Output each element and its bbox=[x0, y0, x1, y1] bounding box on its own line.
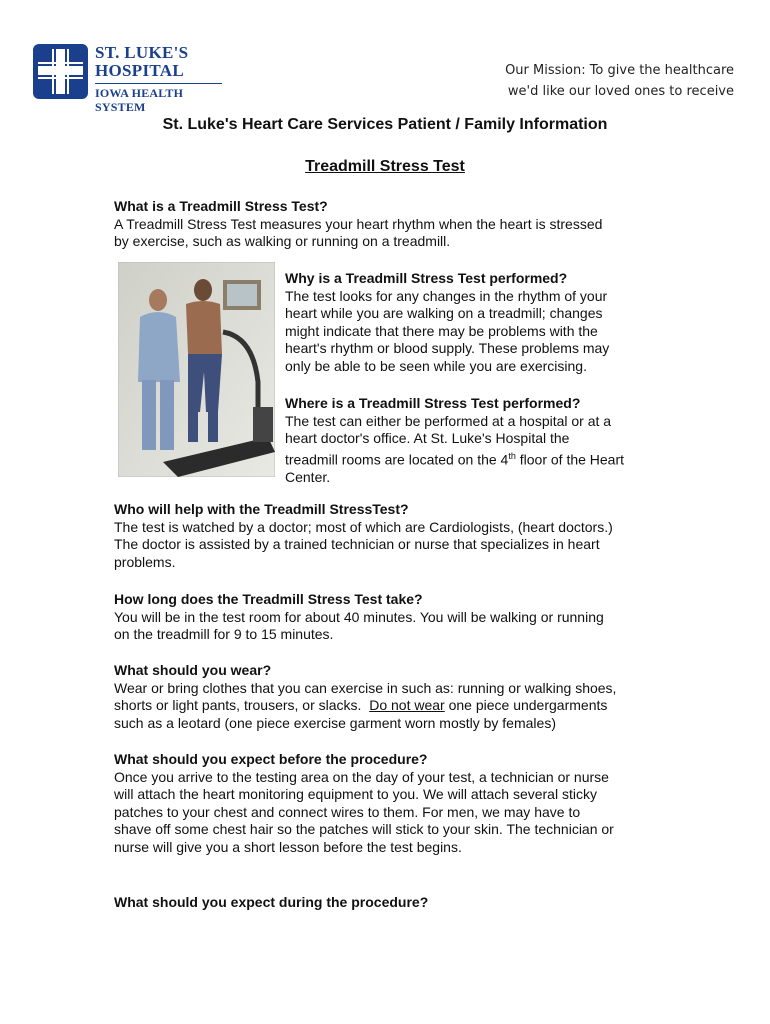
logo-line-1: ST. LUKE'S bbox=[95, 43, 189, 62]
section-line: You will be in the test room for about 40 minutes. You will be walking or running bbox=[114, 608, 604, 625]
section-line: shave off some chest hair so the patches will stick to your skin. The technician or bbox=[114, 821, 614, 837]
section-line: The doctor is assisted by a trained technician or nurse that specializes in heart bbox=[114, 536, 600, 552]
section-line: by exercise, such as walking or running on a treadmill. bbox=[114, 233, 451, 249]
superscript: th bbox=[508, 450, 516, 461]
hospital-logo bbox=[33, 43, 223, 114]
text-segment: treadmill rooms are located on the 4 bbox=[285, 451, 509, 468]
section-line: The test can either be performed at a hospital or at a bbox=[285, 412, 612, 429]
section-line: heart's rhythm or blood supply. These problems may bbox=[285, 340, 610, 356]
section-why bbox=[285, 270, 665, 375]
section-line: Wear or bring clothes that you can exercise in such as: running or walking shoes, bbox=[114, 679, 617, 696]
section-line: heart while you are walking on a treadmill; changes bbox=[285, 305, 603, 321]
section-line: nurse will give you a short lesson before the test begins. bbox=[114, 838, 462, 855]
section-line: such as a leotard (one piece exercise garment worn mostly by females) bbox=[114, 714, 556, 731]
text-segment: floor of the Heart bbox=[515, 451, 625, 468]
section-line: A Treadmill Stress Test measures your heart rhythm when the heart is stressed bbox=[114, 215, 603, 232]
section-line: heart doctor's office. At St. Luke's Hospital the bbox=[285, 430, 570, 446]
logo-wordmark bbox=[95, 44, 225, 114]
section-line: patches to your chest and connect wires to them. For men, we may have to bbox=[114, 803, 581, 820]
cross-logo-icon bbox=[33, 44, 88, 99]
document-subtitle: Treadmill Stress Test bbox=[305, 158, 465, 175]
section-heading: What should you expect before the procedure? bbox=[114, 751, 428, 767]
section-what bbox=[114, 198, 664, 251]
section-line: problems. bbox=[114, 553, 176, 570]
section-heading: What should you wear? bbox=[114, 662, 272, 678]
section-line: only be able to be seen while you are exercising. bbox=[285, 357, 587, 374]
section-during bbox=[114, 894, 664, 912]
section-line: The test looks for any changes in the rhythm of your bbox=[285, 287, 608, 304]
section-line bbox=[285, 448, 665, 469]
mission-line-2: we'd like our loved ones to receive bbox=[507, 84, 734, 99]
text-segment: shorts or light pants, trousers, or slacks. bbox=[114, 697, 370, 713]
underlined-warning: Do not wear bbox=[369, 697, 445, 713]
mission-statement bbox=[505, 60, 734, 102]
section-line: might indicate that there may be problems with the bbox=[285, 322, 598, 339]
section-heading: Who will help with the Treadmill StressTest? bbox=[114, 501, 409, 517]
section-who bbox=[114, 501, 664, 571]
section-line: Center. bbox=[285, 468, 331, 485]
section-heading: What should you expect during the procedure? bbox=[114, 894, 429, 910]
mission-line-1: Our Mission: To give the healthcare bbox=[505, 63, 734, 78]
section-wear bbox=[114, 662, 664, 732]
section-heading: What is a Treadmill Stress Test? bbox=[114, 198, 328, 214]
logo-line-3: IOWA HEALTH SYSTEM bbox=[95, 86, 184, 114]
section-line: on the treadmill for 9 to 15 minutes. bbox=[114, 626, 334, 642]
section-line: Once you arrive to the testing area on the day of your test, a technician or nurse bbox=[114, 768, 609, 785]
section-line bbox=[114, 697, 664, 715]
treadmill-test-photo bbox=[118, 262, 275, 477]
section-heading: How long does the Treadmill Stress Test take? bbox=[114, 591, 423, 607]
section-before bbox=[114, 751, 664, 856]
logo-line-2: HOSPITAL bbox=[95, 61, 184, 80]
text-segment: one piece undergarments bbox=[444, 697, 608, 713]
logo-rule bbox=[95, 83, 222, 84]
section-heading: Where is a Treadmill Stress Test performed? bbox=[285, 395, 581, 411]
document-title: St. Luke's Heart Care Services Patient / Family Information bbox=[162, 116, 608, 133]
section-line: The test is watched by a doctor; most of which are Cardiologists, (heart doctors.) bbox=[114, 518, 613, 535]
section-how-long bbox=[114, 591, 664, 644]
section-line: will attach the heart monitoring equipment to you. We will attach several sticky bbox=[114, 786, 597, 802]
section-heading: Why is a Treadmill Stress Test performed? bbox=[285, 270, 568, 286]
section-where bbox=[285, 395, 665, 486]
